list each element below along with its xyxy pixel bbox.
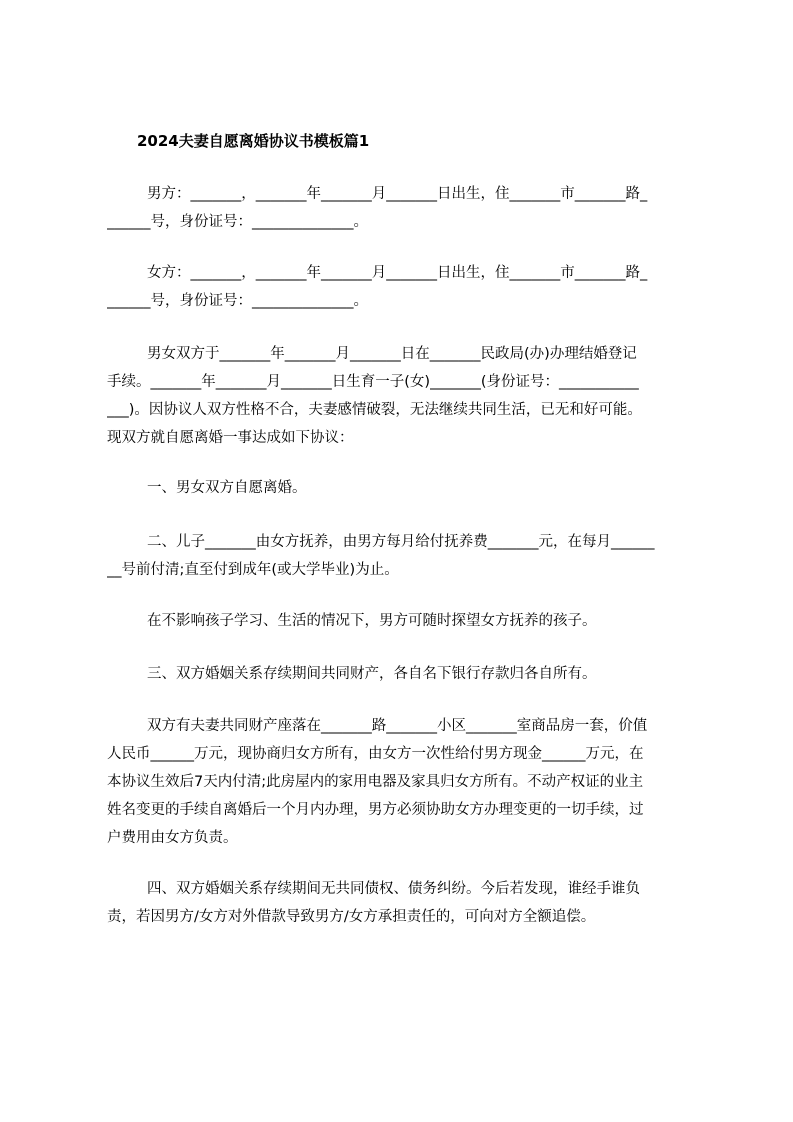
paragraph-line: ______号，身份证号：______________。 (107, 293, 368, 309)
paragraph-line: 姓名变更的手续自离婚后一个月内办理，男方必须协助女方办理变更的一切手续，过 (107, 802, 644, 818)
paragraph-line: 在不影响孩子学习、生活的情况下，男方可随时探望女方抚养的孩子。 (147, 613, 597, 629)
paragraph-line: ___)。因协议人双方性格不合，夫妻感情破裂，无法继续共同生活，已无和好可能。 (107, 402, 642, 418)
paragraph-line: 三、双方婚姻关系存续期间共同财产，各自名下银行存款归各自所有。 (147, 666, 597, 682)
paragraph-line: 本协议生效后7天内付清;此房屋内的家用电器及家具归女方所有。不动产权证的业主 (107, 774, 644, 790)
paragraph-line: 人民币______万元，现协商归女方所有，由女方一次性给付男方现金______万元，在 (107, 746, 644, 762)
paragraph-line: 女方：_______，_______年_______月_______日出生，住_______市_______路_ (147, 265, 648, 281)
paragraph-property (107, 712, 700, 852)
paragraph-line: 四、双方婚姻关系存续期间无共同债权、债务纠纷。今后若发现，谁经手谁负 (147, 881, 640, 897)
paragraph-marriage-info (107, 340, 700, 452)
paragraph-line: __号前付清;直至付到成年(或大学毕业)为止。 (107, 562, 399, 578)
paragraph-clause-2 (107, 528, 700, 584)
paragraph-line: 二、儿子_______由女方抚养，由男方每月给付抚养费_______元，在每月______ (147, 534, 655, 550)
paragraph-clause-4 (107, 875, 700, 931)
paragraph-male-party (107, 180, 700, 236)
paragraph-line: 双方有夫妻共同财产座落在_______路_______小区_______室商品房一套，价值 (147, 718, 648, 734)
paragraph-line: 现双方就自愿离婚一事达成如下协议： (107, 430, 354, 446)
paragraph-line: 男方：_______，_______年_______月_______日出生，住_______市_______路_ (147, 186, 648, 202)
paragraph-visitation (107, 607, 700, 635)
paragraph-line: 户费用由女方负责。 (107, 830, 238, 846)
paragraph-clause-3 (107, 660, 700, 688)
paragraph-line: 男女双方于_______年_______月_______日在_______民政局(办)办理结婚登记 (147, 346, 637, 362)
paragraph-line: 一、男女双方自愿离婚。 (147, 480, 307, 496)
paragraph-female-party (107, 259, 700, 315)
paragraph-clause-1 (107, 474, 700, 502)
paragraph-line: 手续。_______年_______月_______日生育一子(女)_______(身份证号：___________ (107, 374, 639, 390)
paragraph-line: 责，若因男方/女方对外借款导致男方/女方承担责任的，可向对方全额追偿。 (107, 909, 596, 925)
paragraph-line: ______号，身份证号：______________。 (107, 214, 368, 230)
document-title: 2024夫妻自愿离婚协议书模板篇1 (137, 132, 370, 150)
